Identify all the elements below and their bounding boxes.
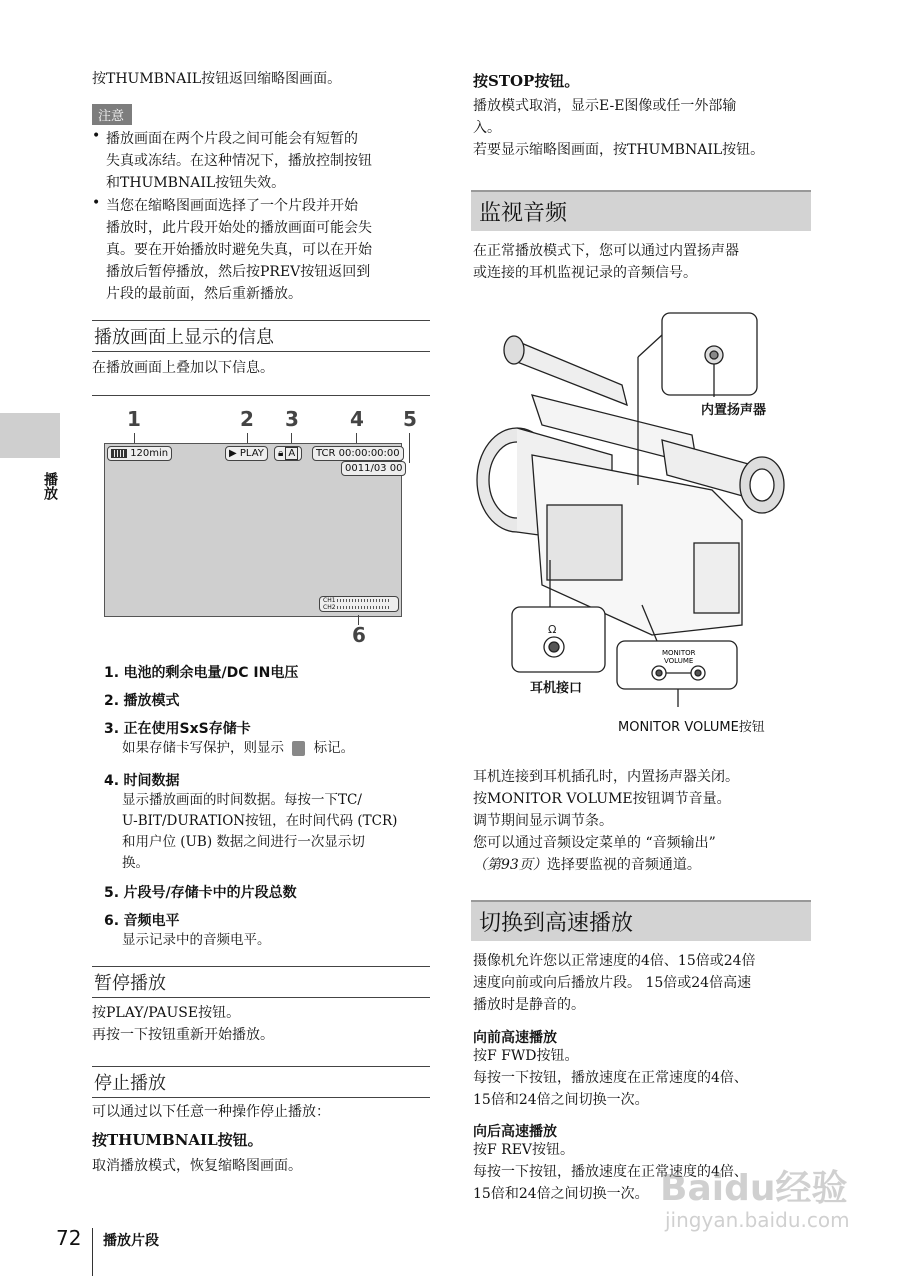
pause-line: 按PLAY/PAUSE按钮。: [92, 1005, 241, 1021]
label-speaker: 内置扬声器: [701, 403, 767, 418]
divider: [92, 395, 430, 396]
page-number: 72: [56, 1226, 82, 1250]
item-num: 2.: [104, 693, 120, 709]
section-title-highspeed: 切换到高速播放: [471, 900, 811, 941]
item-body: 显示播放画面的时间数据。每按一下TC/: [122, 792, 362, 808]
section-title-pause: 暂停播放: [92, 966, 430, 998]
lock-icon: 🔒︎: [278, 448, 284, 459]
footer-divider: [92, 1228, 93, 1276]
stop-line: 入。: [473, 120, 501, 136]
item-head: 片段号/存储卡中的片段总数: [123, 885, 297, 901]
info-item: [104, 690, 434, 718]
monitor-desc-line: 或连接的耳机监视记录的音频信号。: [473, 265, 697, 281]
item-head: 时间数据: [123, 773, 180, 789]
info-item: [104, 770, 434, 882]
note-item: [92, 195, 432, 305]
highspeed-line: 摄像机允许您以正常速度的4倍、15倍或24倍: [473, 953, 756, 969]
camera-illustration: [462, 305, 812, 740]
battery-icon: [111, 449, 127, 458]
note-item: [92, 128, 432, 194]
info-item: [104, 882, 434, 910]
side-tab: [0, 413, 60, 458]
monitor-after-line: [473, 854, 739, 876]
item-head: 正在使用SxS存储卡: [123, 721, 251, 737]
stop-thumbnail-head: 按THUMBNAIL按钮。: [92, 1131, 263, 1149]
fwd-line: 按F FWD按钮。: [473, 1048, 579, 1064]
stop-line: 播放模式取消，显示E-E图像或任一外部输: [473, 98, 737, 114]
item-num: 4.: [104, 773, 120, 789]
note-line: 真。要在开始播放时避免失真，可以在开始: [106, 242, 372, 258]
stop-thumbnail-body: 取消播放模式，恢复缩略图画面。: [92, 1158, 302, 1174]
monitor-after-line: 调节期间显示调节条。: [473, 813, 613, 829]
callout-1: 1: [127, 407, 141, 431]
fwd-text: [473, 1045, 748, 1111]
side-tab-label: 播放: [42, 472, 58, 500]
item-body: 和用户位 (UB) 数据之间进行一次显示切: [122, 834, 365, 850]
volume-panel-line: VOLUME: [664, 657, 694, 665]
item-head: 电池的剩余电量/DC IN电压: [123, 665, 299, 681]
clip-count: 0011/03 00: [341, 461, 406, 476]
note-line: 片段的最前面，然后重新播放。: [106, 286, 302, 302]
highspeed-line: 播放时是静音的。: [473, 997, 585, 1013]
lock-icon: [292, 741, 305, 756]
watermark-url: jingyan.baidu.com: [665, 1208, 850, 1232]
intro-text: 按THUMBNAIL按钮返回缩略图画面。: [92, 71, 342, 87]
item-head: 播放模式: [123, 693, 180, 709]
volume-panel-text: [662, 649, 698, 665]
monitor-after-text: [473, 766, 739, 876]
section-title-stop: 停止播放: [92, 1066, 430, 1098]
pause-line: 再按一下按钮重新开始播放。: [92, 1027, 274, 1043]
monitor-desc-line: 在正常播放模式下，您可以通过内置扬声器: [473, 243, 739, 259]
monitor-after-line: 您可以通过音频设定菜单的 “音频输出”: [473, 835, 716, 851]
stop-button-head: 按STOP按钮。: [473, 72, 580, 90]
info-items: [104, 662, 434, 951]
headphone-symbol: Ω: [548, 623, 557, 636]
item-body: 如果存储卡写保护，则显示: [122, 740, 284, 756]
note-line: • 当您在缩略图画面选择了一个片段并开始: [106, 198, 358, 214]
section-info-desc: 在播放画面上叠加以下信息。: [92, 360, 274, 376]
item-body: 显示记录中的音频电平。: [122, 932, 271, 948]
pause-text: [92, 1002, 274, 1046]
battery-indicator: [107, 446, 172, 461]
watermark-brand: Baidu经验: [660, 1168, 848, 1209]
monitor-after-line: 按MONITOR VOLUME按钮调节音量。: [473, 791, 731, 807]
item-body: U-BIT/DURATION按钮，在时间代码 (TCR): [122, 813, 398, 829]
label-headphone: 耳机接口: [530, 681, 583, 696]
play-mode: ▶ PLAY: [225, 446, 268, 461]
stop-button-text: [473, 95, 764, 161]
fwd-line: 每按一下按钮，播放速度在正常速度的4倍、: [473, 1070, 748, 1086]
audio-meter: [319, 596, 399, 612]
note-badge: 注意: [92, 104, 132, 125]
item-body: 标记。: [313, 740, 355, 756]
item-num: 3.: [104, 721, 120, 737]
note-line: 和THUMBNAIL按钮失效。: [106, 175, 286, 191]
callout-2: 2: [240, 407, 254, 431]
fwd-line: 15倍和24倍之间切换一次。: [473, 1092, 649, 1108]
rev-line: 15倍和24倍之间切换一次。: [473, 1186, 649, 1202]
ch2-label: CH2: [323, 604, 336, 611]
note-line: • 播放画面在两个片段之间可能会有短暂的: [106, 131, 358, 147]
rev-line: 每按一下按钮，播放速度在正常速度的4倍、: [473, 1164, 748, 1180]
section-title-monitor: 监视音频: [471, 190, 811, 231]
battery-value: 120min: [130, 448, 169, 459]
info-item: [104, 910, 434, 951]
highspeed-desc: [473, 950, 756, 1016]
info-item: [104, 662, 434, 690]
monitor-after-line: 耳机连接到耳机插孔时，内置扬声器关闭。: [473, 769, 739, 785]
rev-head: 向后高速播放: [473, 1124, 557, 1140]
fwd-head: 向前高速播放: [473, 1030, 557, 1046]
card-slot: A: [285, 447, 298, 460]
card-indicator: [274, 446, 302, 461]
item-num: 1.: [104, 665, 120, 681]
footer-section: 播放片段: [103, 1233, 159, 1249]
info-item: [104, 718, 434, 770]
callout-6: 6: [352, 623, 366, 647]
item-num: 6.: [104, 913, 120, 929]
label-volume: MONITOR VOLUME按钮: [618, 720, 765, 735]
volume-panel-line: MONITOR: [662, 649, 696, 657]
monitor-after-tail: 选择要监视的音频通道。: [546, 857, 701, 873]
callout-4: 4: [350, 407, 364, 431]
stop-desc: 可以通过以下任意一种操作停止播放：: [92, 1104, 330, 1120]
page-ref-link[interactable]: （第93页）: [473, 857, 547, 873]
note-line: 失真或冻结。在这种情况下，播放控制按钮: [106, 153, 372, 169]
callout-5: 5: [403, 407, 417, 431]
item-num: 5.: [104, 885, 120, 901]
screen-diagram: [100, 405, 417, 650]
stop-line: 若要显示缩略图画面，按THUMBNAIL按钮。: [473, 142, 765, 158]
ch1-label: CH1: [323, 597, 336, 604]
highspeed-line: 速度向前或向后播放片段。 15倍或24倍高速: [473, 975, 752, 991]
note-line: 播放后暂停播放，然后按PREV按钮返回到: [106, 264, 371, 280]
note-list: [92, 128, 432, 305]
note-line: 播放时，此片段开始处的播放画面可能会失: [106, 220, 372, 236]
rev-line: 按F REV按钮。: [473, 1142, 575, 1158]
monitor-desc: [473, 240, 739, 284]
item-head: 音频电平: [123, 913, 180, 929]
callout-3: 3: [285, 407, 299, 431]
timecode: TCR 00:00:00:00: [312, 446, 404, 461]
section-title-info: 播放画面上显示的信息: [92, 320, 430, 352]
playback-screen: [104, 443, 402, 617]
item-body: 换。: [122, 855, 149, 871]
